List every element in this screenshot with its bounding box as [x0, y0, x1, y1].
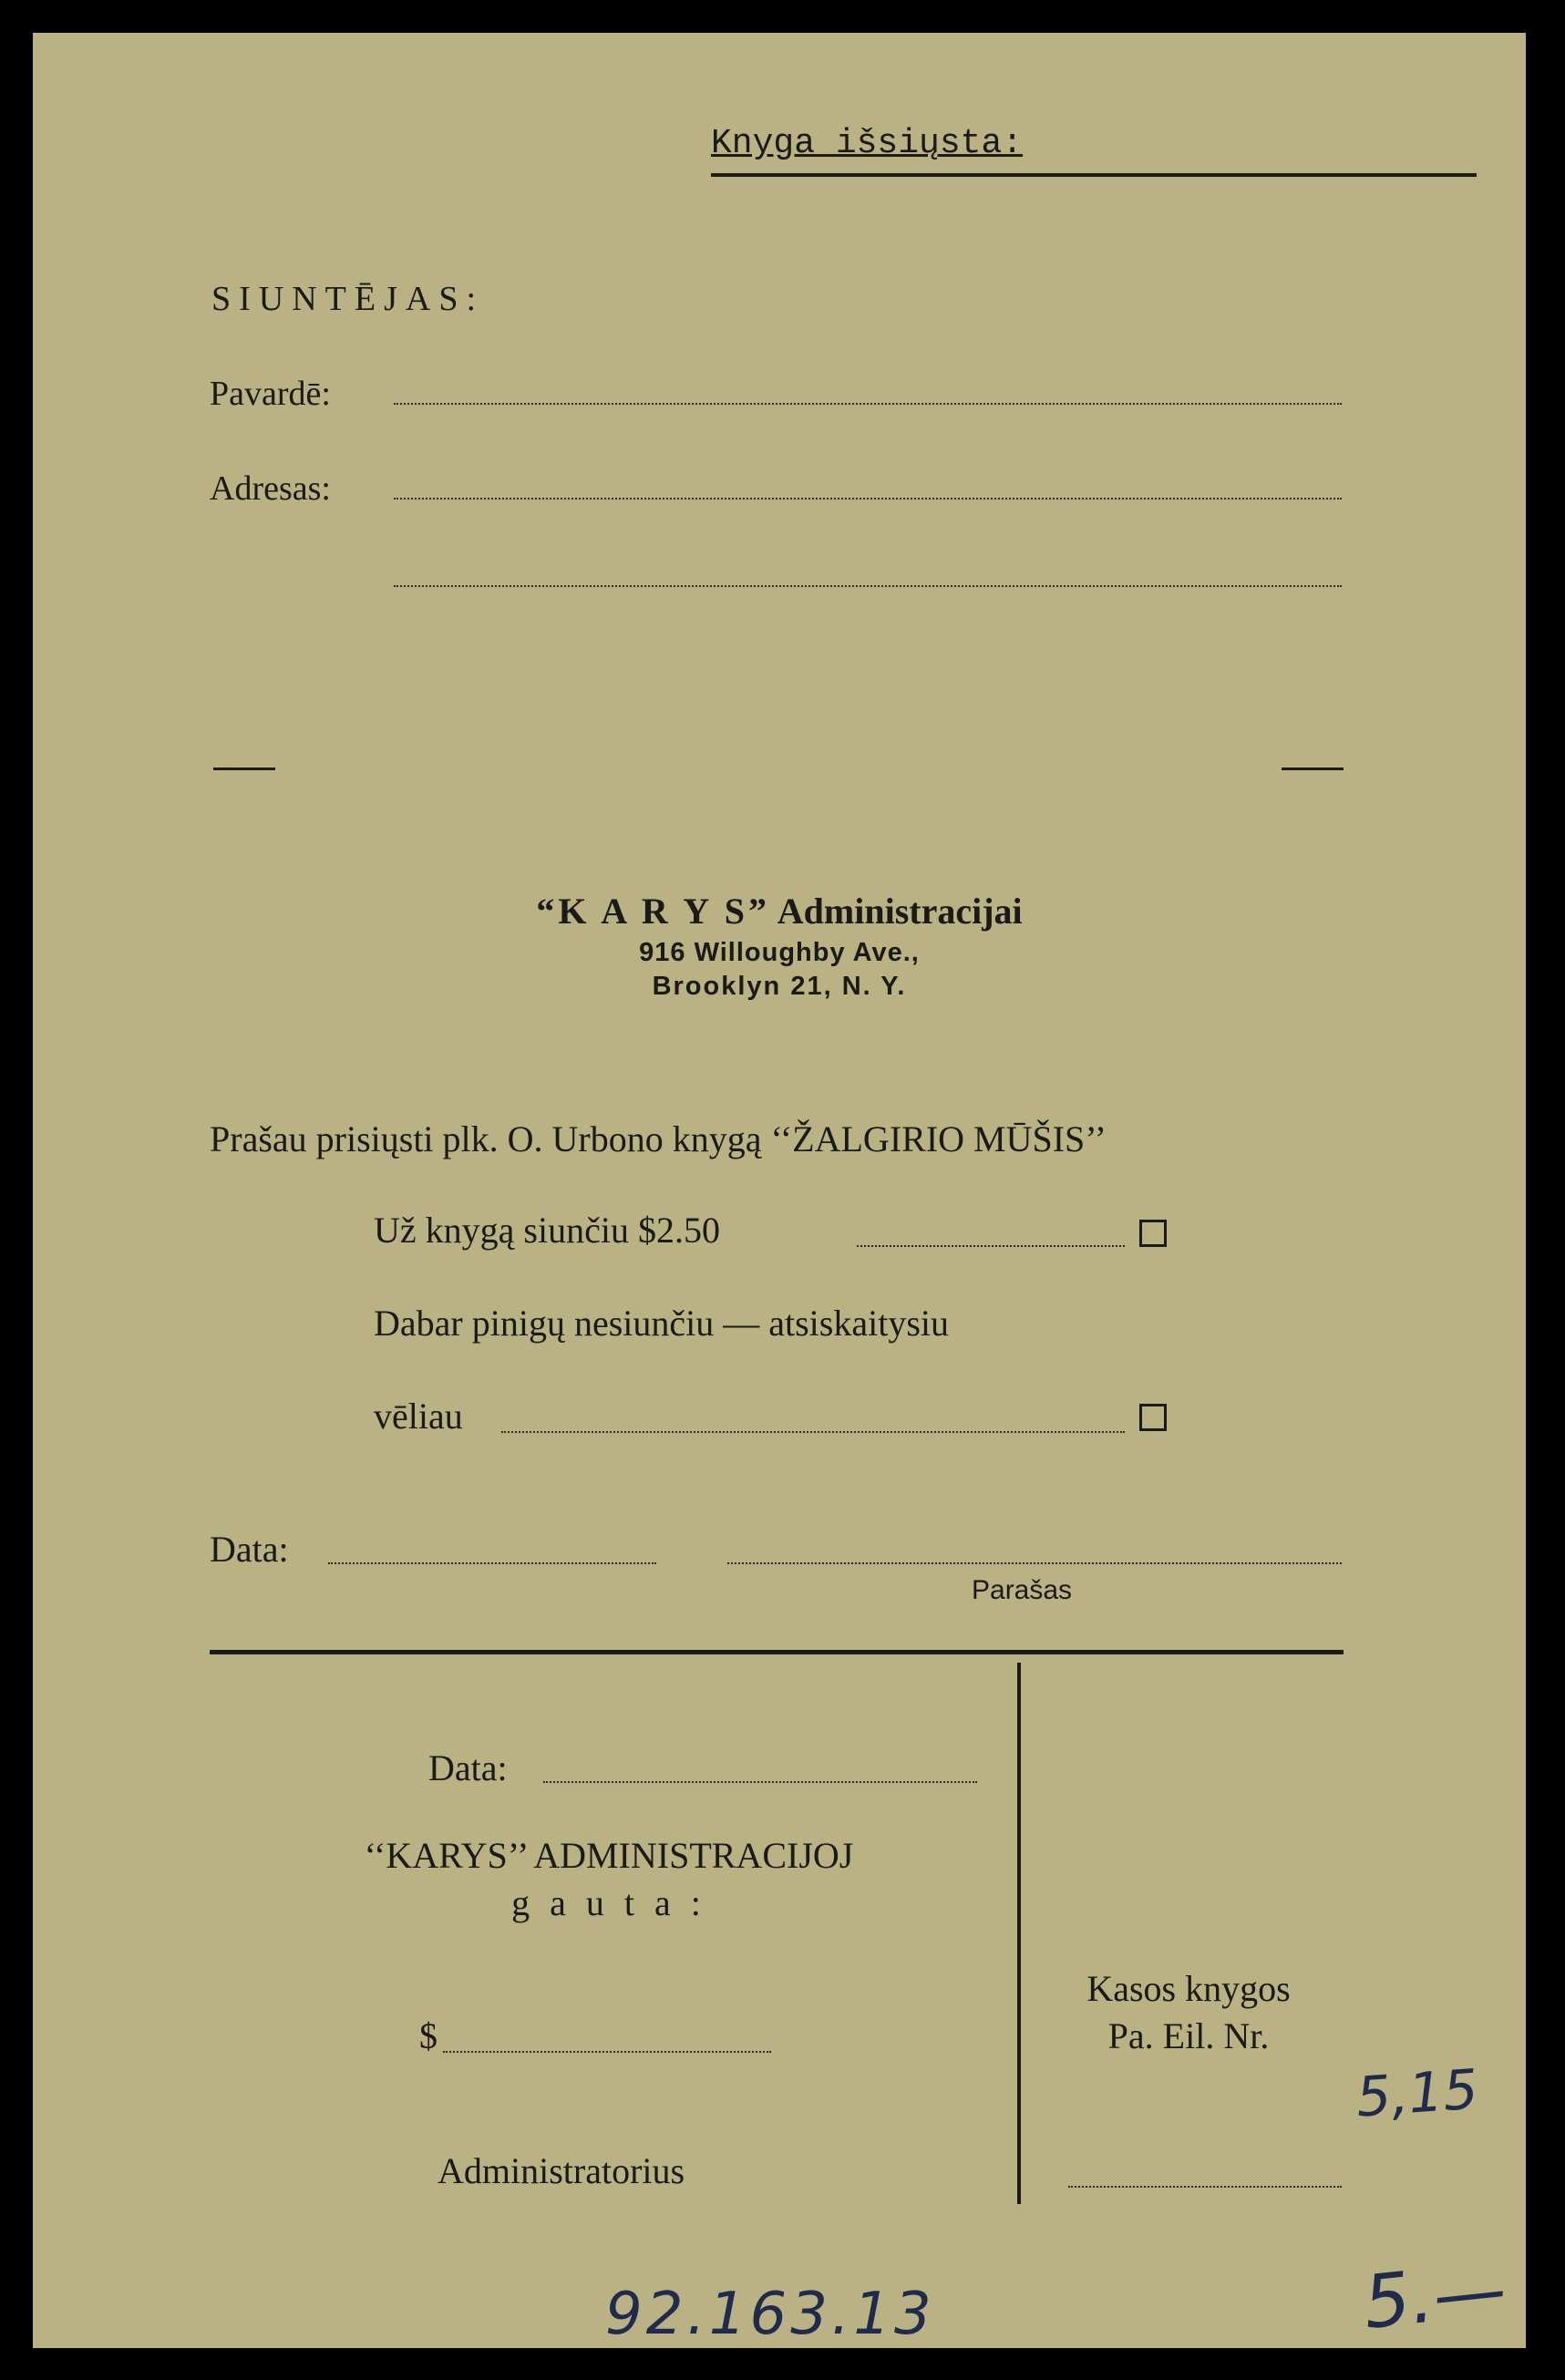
address-label: Adresas: [210, 469, 331, 508]
address-field-line2[interactable] [394, 585, 1342, 587]
option-later-checkbox[interactable] [1139, 1404, 1167, 1431]
fold-mark-right [1282, 768, 1344, 770]
addressee-suffix: Administracijai [777, 891, 1023, 932]
addressee-street: 916 Willoughby Ave., [639, 938, 920, 967]
administrator-label: Administratorius [438, 2150, 685, 2191]
addressee-city: Brooklyn 21, N. Y. [652, 972, 907, 1001]
amount-field[interactable] [443, 2051, 771, 2053]
option-later-label-line2: vēliau [374, 1396, 463, 1437]
request-text: Prašau prisiųsti plk. O. Urbono knygą ‘‘ŽALGIRIO MŪŠIS’’ [210, 1118, 1107, 1159]
cash-book-label-line2: Pa. Eil. Nr. [1107, 2015, 1270, 2056]
office-date-field[interactable] [543, 1781, 977, 1783]
option-pay-label: Už knygą siunčiu $2.50 [374, 1210, 720, 1251]
office-date-label: Data: [428, 1747, 508, 1788]
date-field[interactable] [328, 1562, 656, 1564]
address-field-line1[interactable] [394, 498, 1342, 500]
fold-mark-left [213, 768, 275, 770]
date-label: Data: [210, 1529, 289, 1570]
handwritten-bottom-code: 92.163.13 [605, 2281, 935, 2348]
dollar-sign: $ [419, 2015, 438, 2056]
handwritten-corner-mark: 5.— [1359, 2246, 1510, 2345]
handwritten-cash-number: 5,15 [1354, 2057, 1480, 2130]
signature-field[interactable] [727, 1562, 1342, 1564]
office-column-divider [1017, 1663, 1021, 2204]
option-later-label-line1: Dabar pinigų nesiunčiu — atsiskaitysiu [374, 1303, 950, 1344]
option-pay-leader [857, 1245, 1125, 1247]
sender-title: SIUNTĒJAS: [211, 280, 485, 318]
book-sent-label: Knyga išsiųsta: [711, 124, 1024, 163]
addressee-block [33, 890, 1526, 1002]
cash-book-field[interactable] [1068, 2186, 1342, 2188]
book-sent-line [711, 173, 1477, 177]
received-line1: ‘‘KARYS’’ ADMINISTRACIJOJ [364, 1835, 854, 1876]
office-divider [210, 1650, 1344, 1654]
surname-field[interactable] [394, 403, 1342, 405]
option-later-leader [501, 1431, 1125, 1433]
form-sheet [33, 33, 1526, 2348]
surname-label: Pavardē: [210, 375, 331, 413]
received-line2: g a u t a : [511, 1882, 706, 1923]
option-pay-checkbox[interactable] [1139, 1220, 1167, 1247]
cash-book-label-line1: Kasos knygos [1086, 1968, 1291, 2009]
addressee-name: “K A R Y S” [536, 891, 770, 932]
signature-label: Parašas [972, 1575, 1073, 1605]
